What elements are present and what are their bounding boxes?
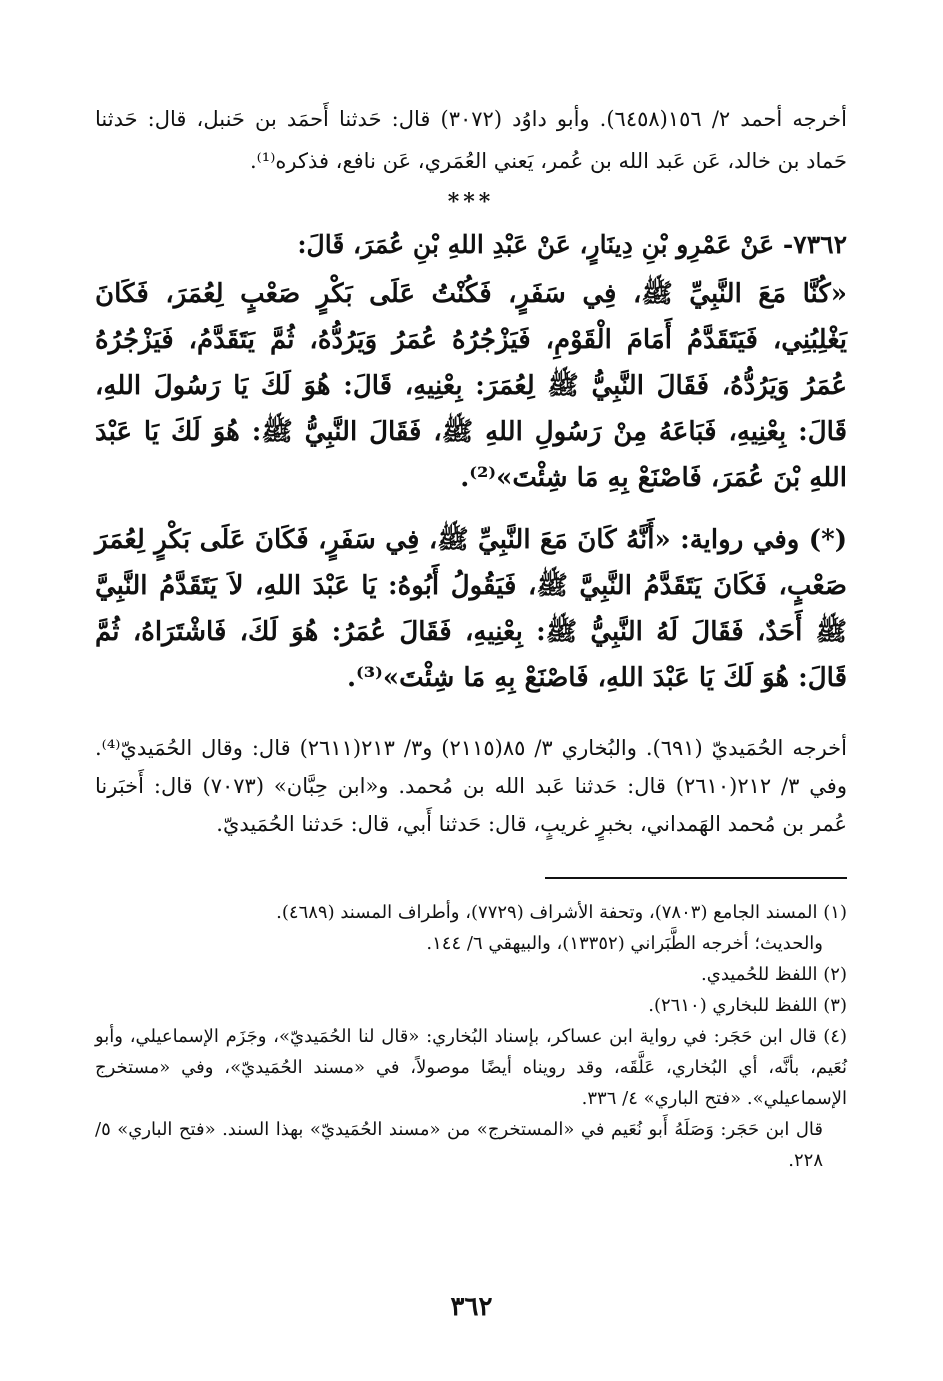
footnote-divider (545, 877, 847, 879)
takhrij-paragraph: أخرجه الحُمَيديّ (٦٩١). والبُخاري ٣/ ٨٥(٢١١٥) و٣/ ٢١٣(٢٦١١) قال: وقال الحُمَيديّ⁽⁴⁾. وفي ٣/ ٢١٢(٢٦١٠) قال: حَدثنا عَبد الله بن مُحمد. و«ابن حِبَّان» (٧٠٧٣) قال: أَخبَرنا عُمر بن مُحمد الهَمداني، بخبرٍ غريبٍ، قال: حَدثنا أَبي، قال: حَدثنا الحُمَيديّ. (95, 736, 847, 836)
footnote-item: (٣) اللفظ للبخاري (٢٦١٠). (648, 995, 847, 1016)
hadith-isnad: عَنْ عَمْرِو بْنِ دِينَارٍ، عَنْ عَبْدِ اللهِ بْنِ عُمَرَ، قَالَ: (297, 230, 775, 259)
footnote-item: (٤) قال ابن حَجَر: في رواية ابن عساكر، بإسناد البُخاري: «قال لنا الحُمَيديّ»، وجَزَم الإسماعيلي، وأبو نُعَيم، بأنَّه، أي البُخاري، عَلَّقَه، وقد رويناه أيضًا موصولاً، في «مسند الحُمَيديّ»، وفي «مستخرج الإسماعيلي». «فتح الباري» ٤/ ٣٣٦. (95, 1026, 847, 1109)
hadith-heading (95, 222, 847, 268)
footnote-item: (١) المسند الجامع (٧٨٠٣)، وتحفة الأشراف (٧٧٢٩)، وأطراف المسند (٤٦٨٩). (276, 902, 847, 923)
hadith-matn: «كُنَّا مَعَ النَّبِيِّ ﷺ، فِي سَفَرٍ، فَكُنْتُ عَلَى بَكْرٍ صَعْبٍ لِعُمَرَ، فَكَانَ يَغْلِبُنِي، فَيَتَقَدَّمُ أَمَامَ الْقَوْمِ، فَيَزْجُرُهُ عُمَرُ وَيَرُدُّهُ، ثُمَّ يَتَقَدَّمُ، فَيَزْجُرُهُ عُمَرُ وَيَرُدُّهُ، فَقَالَ النَّبِيُّ ﷺ لِعُمَرَ: بِعْنِيهِ، قَالَ: هُوَ لَكَ يَا رَسُولَ اللهِ، قَالَ: بِعْنِيهِ، فَبَاعَهُ مِنْ رَسُولِ اللهِ ﷺ، فَقَالَ النَّبِيُّ ﷺ: هُوَ لَكَ يَا عَبْدَ اللهِ بْنَ عُمَرَ، فَاصْنَعْ بِهِ مَا شِئْتَ»⁽²⁾. (95, 279, 847, 493)
footnote-item: (٢) اللفظ للحُميدي. (701, 964, 847, 985)
footnote-item: والحديث؛ أخرجه الطَّبَراني (١٣٣٥٢)، والبيهقي ٦/ ١٤٤. (426, 933, 823, 954)
page-body (95, 98, 847, 1176)
alternate-narration: (*) وفي رواية: «أَنَّهُ كَانَ مَعَ النَّبِيِّ ﷺ، فِي سَفَرٍ، فَكَانَ عَلَى بَكْرٍ لِعُمَرَ صَعْبٍ، فَكَانَ يَتَقَدَّمُ النَّبِيَّ ﷺ، فَيَقُولُ أَبُوهُ: يَا عَبْدَ اللهِ، لاَ يَتَقَدَّمُ النَّبِيَّ ﷺ أَحَدٌ، فَقَالَ لَهُ النَّبِيُّ ﷺ: بِعْنِيهِ، فَقَالَ عُمَرُ: هُوَ لَكَ، فَاشْتَرَاهُ، ثُمَّ قَالَ: هُوَ لَكَ يَا عَبْدَ اللهِ، فَاصْنَعْ بِهِ مَا شِئْتَ»⁽³⁾. (95, 525, 847, 693)
footnote-item: قال ابن حَجَر: وَصَلَهُ أَبو نُعَيم في «المستخرج» من «مسند الحُمَيديّ» بهذا السند. «فتح الباري» ٥/ ٢٢٨. (95, 1119, 823, 1171)
section-separator: *** (447, 189, 495, 215)
page-number: ٣٦٢ (450, 1292, 493, 1322)
footnotes (95, 897, 847, 1176)
intro-paragraph: أخرجه أحمد ٢/ ١٥٦(٦٤٥٨). وأبو داوُد (٣٠٧٢) قال: حَدثنا أَحمَد بن حَنبل، قال: حَدثنا حَماد بن خالد، عَن عَبد الله بن عُمر، يَعني العُمَري، عَن نافع، فذكره⁽¹⁾. (95, 107, 847, 173)
hadith-number: ٧٣٦٢- (782, 230, 847, 259)
